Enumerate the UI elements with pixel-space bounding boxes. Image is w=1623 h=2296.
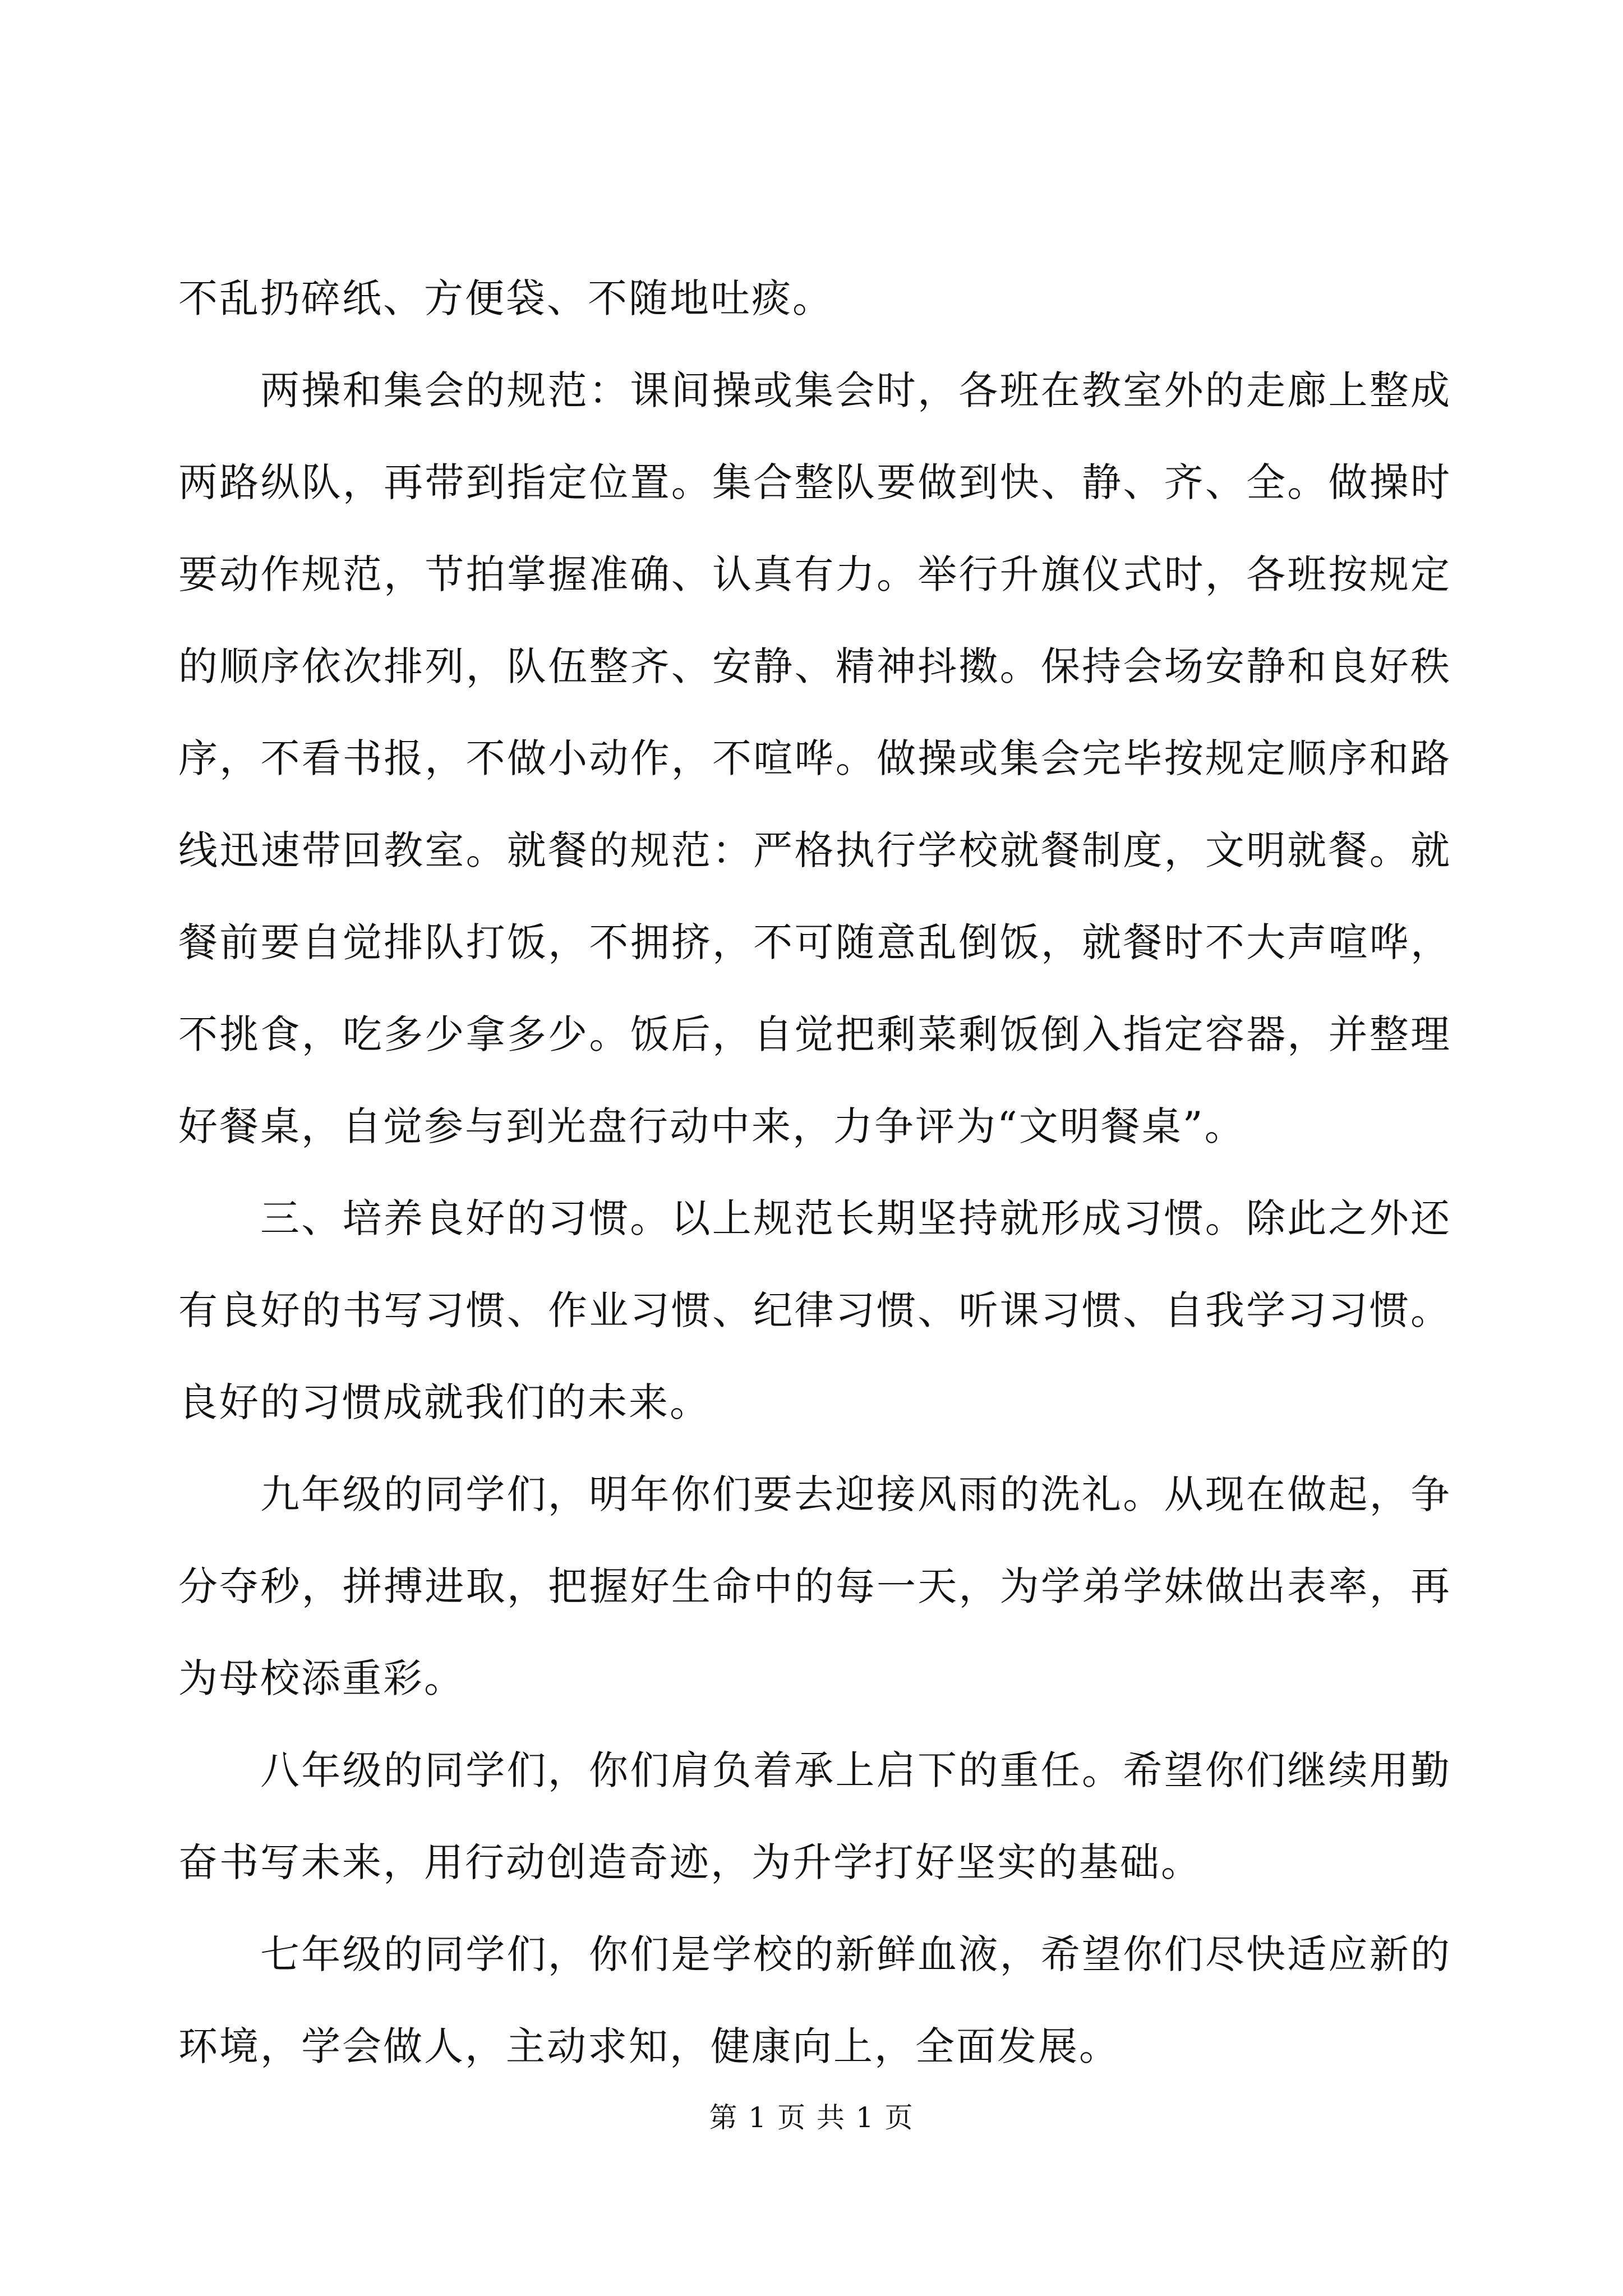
- paragraph-4: 九年级的同学们，明年你们要去迎接风雨的洗礼。从现在做起，争分夺秒，拼搏进取，把握好生命中的每一天，为学弟学妹做出表率，再为母校添重彩。: [178, 1471, 1451, 1701]
- paragraph-3: 三、培养良好的习惯。以上规范长期坚持就形成习惯。除此之外还有良好的书写习惯、作业习惯、纪律习惯、听课习惯、自我学习习惯。良好的习惯成就我们的未来。: [178, 1195, 1451, 1425]
- paragraph-5: 八年级的同学们，你们肩负着承上启下的重任。希望你们继续用勤奋书写未来，用行动创造奇迹，为升学打好坚实的基础。: [178, 1747, 1451, 1885]
- paragraph-2: 两操和集会的规范：课间操或集会时，各班在教室外的走廊上整成两路纵队，再带到指定位置。集合整队要做到快、静、齐、全。做操时要动作规范，节拍掌握准确、认真有力。举行升旗仪式时，各班按规定的顺序依次排列，队伍整齐、安静、精神抖擞。保持会场安静和良好秩序，不看书报，不做小动作，不喧哗。做操或集会完毕按规定顺序和路线迅速带回教室。就餐的规范：严格执行学校就餐制度，文明就餐。就餐前要自觉排队打饭，不拥挤，不可随意乱倒饭，就餐时不大声喧哗，不挑食，吃多少拿多少。饭后，自觉把剩菜剩饭倒入指定容器，并整理好餐桌，自觉参与到光盘行动中来，力争评为“文明餐桌”。: [178, 367, 1451, 1149]
- paragraph-6: 七年级的同学们，你们是学校的新鲜血液，希望你们尽快适应新的环境，学会做人，主动求知，健康向上，全面发展。: [178, 1931, 1451, 2069]
- paragraph-1: 不乱扔碎纸、方便袋、不随地吐痰。: [178, 275, 833, 321]
- document-body: [178, 252, 1451, 2092]
- page-footer: 第 1 页 共 1 页: [709, 2101, 914, 2134]
